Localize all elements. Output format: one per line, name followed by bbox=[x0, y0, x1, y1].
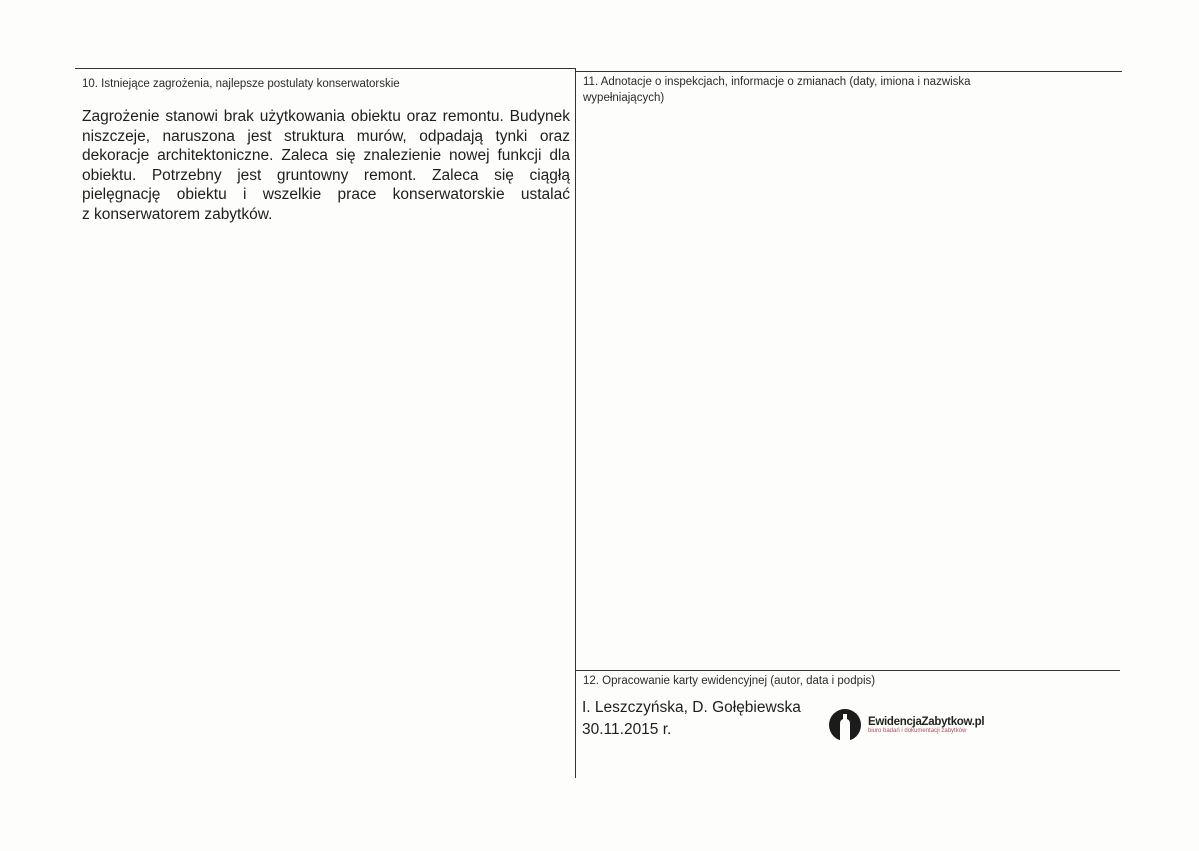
company-logo bbox=[828, 708, 984, 742]
logo-subtitle: biuro badań i dokumentacji zabytków bbox=[868, 728, 967, 734]
section10-body bbox=[82, 107, 570, 225]
section12-heading: 12. Opracowanie karty ewidencyjnej (autor, data i podpis) bbox=[583, 675, 876, 687]
signature-block bbox=[582, 697, 801, 741]
body-line: dekoracje architektoniczne. Zaleca się znalezienie nowej funkcji dla bbox=[82, 147, 570, 165]
top-rule bbox=[75, 68, 575, 69]
authors: I. Leszczyńska, D. Gołębiewska bbox=[582, 699, 801, 716]
tower-logo-icon bbox=[828, 708, 862, 742]
body-line: niszczeje, naruszona jest struktura murów, odpadają tynki oraz bbox=[82, 127, 570, 145]
body-line: pielęgnację obiektu i wszelkie prace konserwatorskie ustalać bbox=[82, 186, 570, 204]
section11-heading-line1: 11. Adnotacje o inspekcjach, informacje o zmianach (daty, imiona i nazwiska bbox=[583, 76, 971, 88]
logo-title: EwidencjaZabytkow.pl bbox=[868, 716, 985, 728]
section10-heading: 10. Istniejące zagrożenia, najlepsze postulaty konserwatorskie bbox=[82, 78, 400, 90]
section11-heading-line2: wypełniających) bbox=[583, 92, 665, 104]
column-divider bbox=[575, 68, 576, 778]
body-line: Zagrożenie stanowi brak użytkowania obiektu oraz remontu. Budynek bbox=[82, 108, 570, 125]
body-line: obiektu. Potrzebny jest gruntowny remont. Zaleca się ciągłą bbox=[82, 166, 570, 184]
top-rule-right bbox=[575, 71, 1122, 72]
body-line: z konserwatorem zabytków. bbox=[82, 205, 273, 223]
section12-rule bbox=[575, 670, 1120, 671]
section11-heading bbox=[583, 74, 971, 106]
date: 30.11.2015 r. bbox=[582, 721, 672, 738]
